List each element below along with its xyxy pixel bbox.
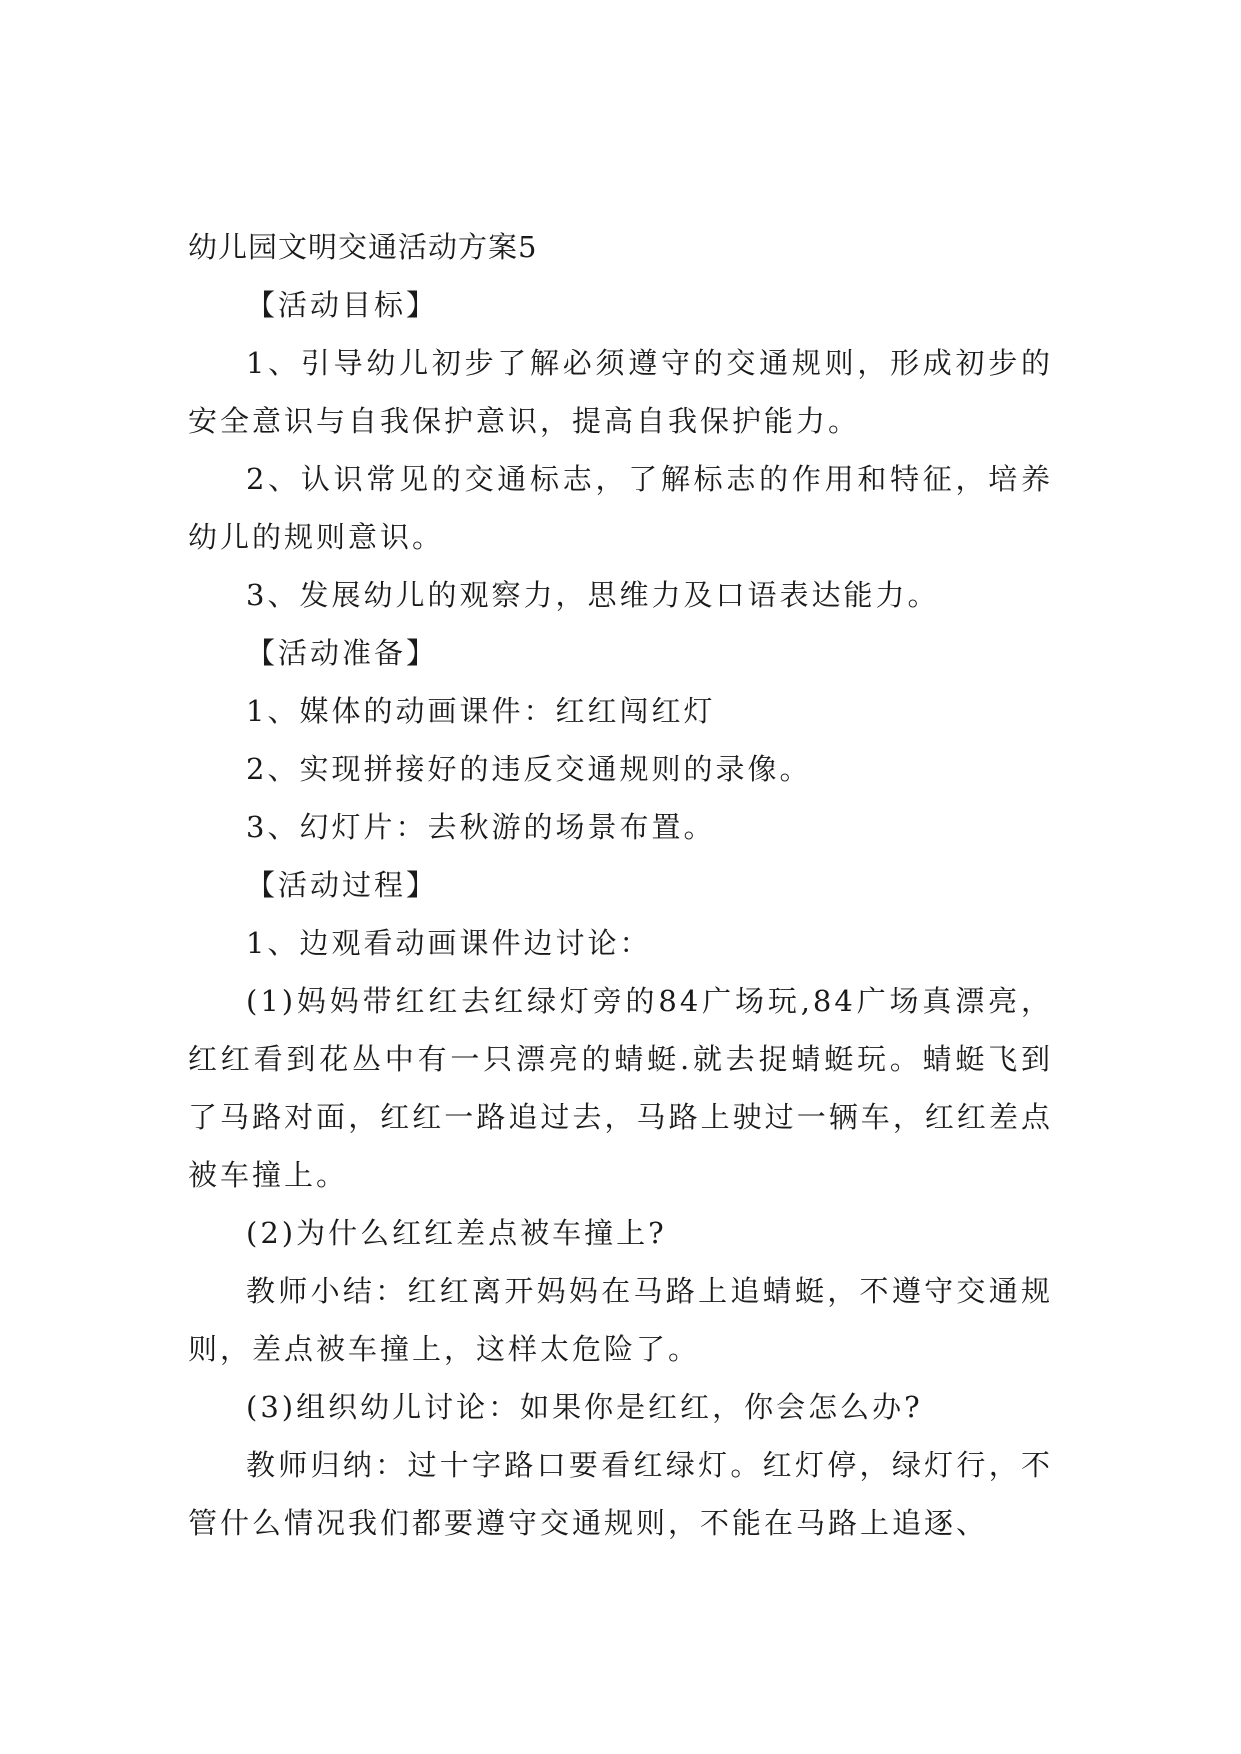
paragraph: (1)妈妈带红红去红绿灯旁的84广场玩,84广场真漂亮，红红看到花丛中有一只漂亮的蜻蜓.就去捉蜻蜓玩。蜻蜓飞到了马路对面，红红一路追过去，马路上驶过一辆车，红红差点被车撞上。 xyxy=(188,984,1053,1192)
paragraph: 1、边观看动画课件边讨论： xyxy=(246,926,652,960)
paragraph: 教师小结：红红离开妈妈在马路上追蜻蜓，不遵守交通规则，差点被车撞上，这样太危险了。 xyxy=(188,1274,1053,1366)
paragraph: (3)组织幼儿讨论：如果你是红红，你会怎么办? xyxy=(246,1390,923,1424)
paragraph: 1、引导幼儿初步了解必须遵守的交通规则，形成初步的安全意识与自我保护意识，提高自我保护能力。 xyxy=(188,346,1053,438)
section-heading-goals: 【活动目标】 xyxy=(246,288,439,322)
paragraph: (2)为什么红红差点被车撞上? xyxy=(246,1216,667,1250)
section-heading-preparation: 【活动准备】 xyxy=(246,636,439,670)
paragraph: 2、实现拼接好的违反交通规则的录像。 xyxy=(246,752,812,786)
paragraph: 3、发展幼儿的观察力，思维力及口语表达能力。 xyxy=(246,578,940,612)
paragraph: 2、认识常见的交通标志，了解标志的作用和特征，培养幼儿的规则意识。 xyxy=(188,462,1053,554)
document-body xyxy=(188,218,1053,1552)
paragraph: 3、幻灯片：去秋游的场景布置。 xyxy=(246,810,716,844)
paragraph: 1、媒体的动画课件：红红闯红灯 xyxy=(246,694,716,728)
paragraph: 教师归纳：过十字路口要看红绿灯。红灯停，绿灯行，不管什么情况我们都要遵守交通规则，不能在马路上追逐、 xyxy=(188,1448,1053,1540)
section-heading-process: 【活动过程】 xyxy=(246,868,439,902)
document-title: 幼儿园文明交通活动方案5 xyxy=(188,230,538,264)
